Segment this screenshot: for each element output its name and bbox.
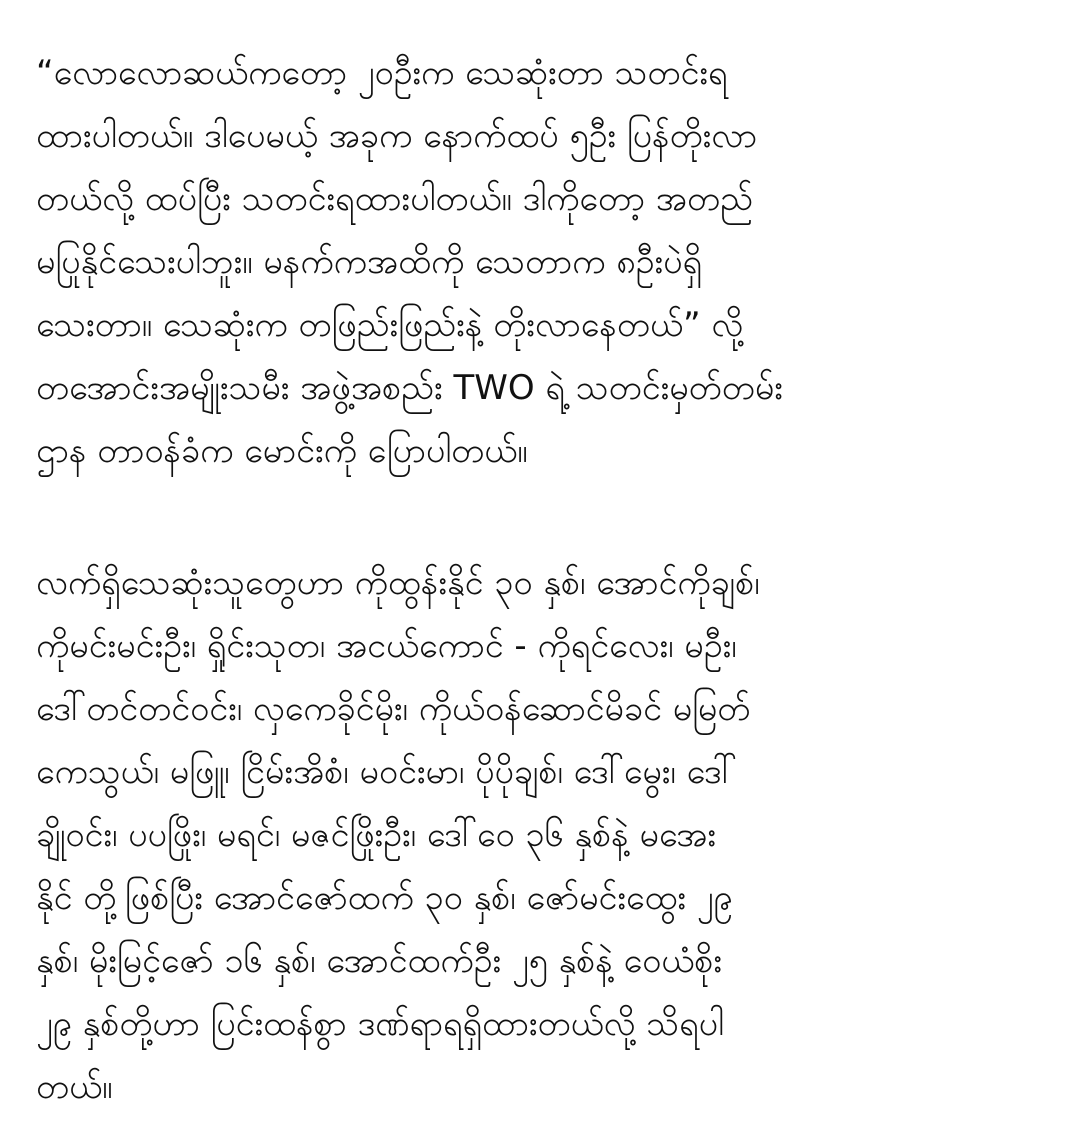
text-line: တအောင်းအမျိုးသမီး အဖွဲ့အစည်း TWO ရဲ့ သတင်းမှတ်တမ်း bbox=[36, 368, 783, 408]
text-line: တယ်။ bbox=[36, 1067, 113, 1107]
text-line: ကေသွယ်၊ မဖြူ၊ ငြိမ်းအိစံ၊ မဝင်းမာ၊ ပိုပိုချစ်၊ ဒေါ်မွေး၊ ဒေါ် bbox=[36, 752, 737, 792]
text-line: ၂၉ နှစ်တို့ဟာ ပြင်းထန်စွာ ဒဏ်ရာရရှိထားတယ်လို့ သိရပါ bbox=[36, 1004, 724, 1044]
text-line: ချိုဝင်း၊ ပပဖြိုး၊ မရင်၊ မဇင်ဖြိုးဦး၊ ဒေါ်ဝေ ၃၆ နှစ်နဲ့ မအေး bbox=[36, 815, 716, 855]
text-line: “လောလောဆယ်ကတော့ ၂၀ဦးက သေဆုံးတာ သတင်းရ bbox=[36, 53, 728, 93]
text-line: တယ်လို့ ထပ်ပြီး သတင်းရထားပါတယ်။ ဒါကိုတော့ အတည် bbox=[36, 179, 753, 219]
text-line: နှစ်၊ မိုးမြင့်ဇော် ၁၆ နှစ်၊ အောင်ထက်ဦး ၂၅ နှစ်နဲ့ ဝေယံစိုး bbox=[36, 941, 722, 981]
text-line: လက်ရှိသေဆုံးသူတွေဟာ ကိုထွန်းနိုင် ၃၀ နှစ်၊ အောင်ကိုချစ်၊ bbox=[36, 563, 760, 603]
text-line: နိုင် တို့ဖြစ်ပြီး အောင်ဇော်ထက် ၃၀ နှစ်၊ ဇော်မင်းထွေး ၂၉ bbox=[36, 878, 733, 918]
paragraph-quote bbox=[36, 42, 1056, 483]
paragraph-casualty-list bbox=[36, 552, 1056, 1119]
text-line: ကိုမင်းမင်းဦး၊ ရှိုင်းသုတ၊ အငယ်ကောင် - ကိုရင်လေး၊ မဦး၊ bbox=[36, 626, 737, 666]
text-line: သေးတာ။ သေဆုံးက တဖြည်းဖြည်းနဲ့ တိုးလာနေတယ်” လို့ bbox=[36, 305, 744, 345]
text-line: မပြုနိုင်သေးပါဘူး။ မနက်ကအထိကို သေတာက ၈ဦးပဲရှိ bbox=[36, 242, 703, 282]
text-line: ဌာန တာဝန်ခံက မောင်းကို ပြောပါတယ်။ bbox=[36, 431, 528, 471]
text-line: ထားပါတယ်။ ဒါပေမယ့် အခုက နောက်ထပ် ၅ဦး ပြန်တိုးလာ bbox=[36, 116, 758, 156]
text-line: ဒေါ်တင်တင်ဝင်း၊ လှကေခိုင်မိုး၊ ကိုယ်ဝန်ဆောင်မိခင် မမြတ် bbox=[36, 689, 751, 729]
